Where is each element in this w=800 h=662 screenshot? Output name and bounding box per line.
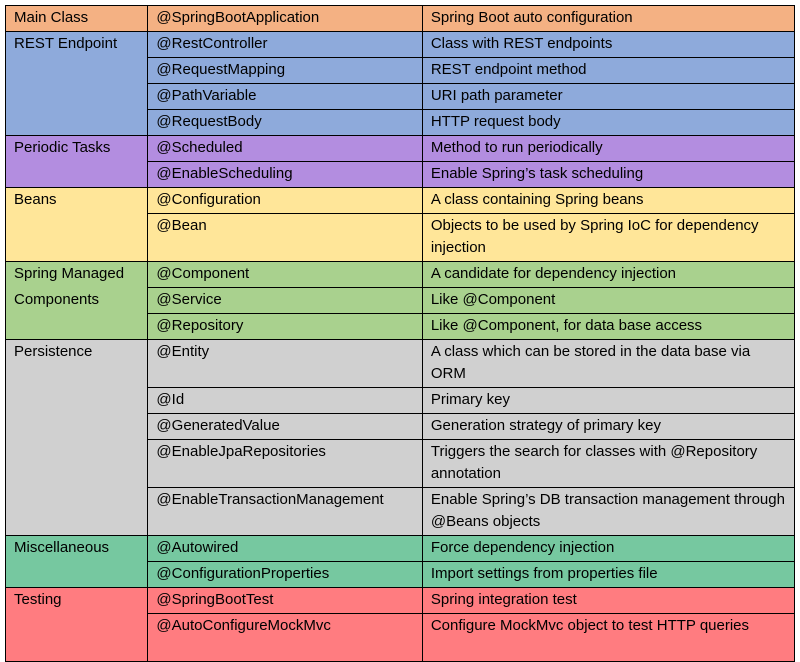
category-cell: [6, 614, 148, 662]
description-cell: Method to run periodically: [422, 136, 794, 162]
annotation-cell: @Autowired: [148, 536, 422, 562]
table-row: [6, 536, 795, 562]
table-row: [6, 614, 795, 662]
category-cell: [6, 562, 148, 588]
description-cell: A candidate for dependency injection: [422, 262, 794, 288]
category-cell: [6, 214, 148, 262]
annotation-cell: @ConfigurationProperties: [148, 562, 422, 588]
annotation-cell: @Bean: [148, 214, 422, 262]
table-row: [6, 58, 795, 84]
table-row: [6, 314, 795, 340]
description-cell: Primary key: [422, 388, 794, 414]
description-cell: Configure MockMvc object to test HTTP queries: [422, 614, 794, 662]
annotation-cell: @Scheduled: [148, 136, 422, 162]
annotation-cell: @Entity: [148, 340, 422, 388]
category-cell: REST Endpoint: [6, 32, 148, 58]
category-cell: [6, 84, 148, 110]
category-cell: Main Class: [6, 6, 148, 32]
description-cell: Enable Spring’s task scheduling: [422, 162, 794, 188]
description-cell: A class which can be stored in the data base via ORM: [422, 340, 794, 388]
table-row: [6, 340, 795, 388]
annotation-cell: @Id: [148, 388, 422, 414]
table-row: [6, 214, 795, 262]
description-cell: Force dependency injection: [422, 536, 794, 562]
category-cell: [6, 262, 148, 288]
category-cell: [6, 488, 148, 536]
table-row: [6, 110, 795, 136]
table-row: [6, 588, 795, 614]
table-row: [6, 488, 795, 536]
category-cell: [6, 414, 148, 440]
category-cell: [6, 388, 148, 414]
table-row: [6, 414, 795, 440]
table-row: [6, 162, 795, 188]
table-row: [6, 32, 795, 58]
category-cell: [6, 440, 148, 488]
category-cell: [6, 288, 148, 314]
description-cell: Enable Spring’s DB transaction management through @Beans objects: [422, 488, 794, 536]
table-row: [6, 562, 795, 588]
description-cell: Class with REST endpoints: [422, 32, 794, 58]
description-cell: HTTP request body: [422, 110, 794, 136]
table-row: [6, 262, 795, 288]
annotation-cell: @Repository: [148, 314, 422, 340]
annotation-cell: @SpringBootTest: [148, 588, 422, 614]
table-row: [6, 288, 795, 314]
annotation-cell: @AutoConfigureMockMvc: [148, 614, 422, 662]
category-label: Components: [14, 290, 100, 308]
description-cell: A class containing Spring beans: [422, 188, 794, 214]
annotation-cell: @EnableTransactionManagement: [148, 488, 422, 536]
category-cell: Persistence: [6, 340, 148, 388]
description-cell: Like @Component: [422, 288, 794, 314]
table-row: [6, 136, 795, 162]
category-cell: [6, 314, 148, 340]
category-cell: Periodic Tasks: [6, 136, 148, 162]
annotation-cell: @EnableJpaRepositories: [148, 440, 422, 488]
category-label: Spring Managed: [14, 265, 125, 282]
annotation-cell: @RestController: [148, 32, 422, 58]
description-cell: Spring Boot auto configuration: [422, 6, 794, 32]
annotation-cell: @EnableScheduling: [148, 162, 422, 188]
table-row: [6, 6, 795, 32]
annotation-cell: @RequestMapping: [148, 58, 422, 84]
category-cell: [6, 162, 148, 188]
annotation-cell: @GeneratedValue: [148, 414, 422, 440]
category-cell: [6, 58, 148, 84]
category-cell: Miscellaneous: [6, 536, 148, 562]
annotation-cell: @PathVariable: [148, 84, 422, 110]
annotation-cell: @Service: [148, 288, 422, 314]
annotation-cell: @SpringBootApplication: [148, 6, 422, 32]
description-cell: URI path parameter: [422, 84, 794, 110]
category-cell: Beans: [6, 188, 148, 214]
annotation-cell: @Component: [148, 262, 422, 288]
annotation-cell: @Configuration: [148, 188, 422, 214]
table-row: [6, 388, 795, 414]
description-cell: REST endpoint method: [422, 58, 794, 84]
category-cell: Testing: [6, 588, 148, 614]
description-cell: Like @Component, for data base access: [422, 314, 794, 340]
table-row: [6, 440, 795, 488]
table-row: [6, 188, 795, 214]
spring-annotations-table: [5, 5, 795, 662]
annotation-cell: @RequestBody: [148, 110, 422, 136]
description-cell: Objects to be used by Spring IoC for dependency injection: [422, 214, 794, 262]
description-cell: Import settings from properties file: [422, 562, 794, 588]
category-cell: [6, 110, 148, 136]
description-cell: Spring integration test: [422, 588, 794, 614]
table-row: [6, 84, 795, 110]
description-cell: Triggers the search for classes with @Repository annotation: [422, 440, 794, 488]
description-cell: Generation strategy of primary key: [422, 414, 794, 440]
